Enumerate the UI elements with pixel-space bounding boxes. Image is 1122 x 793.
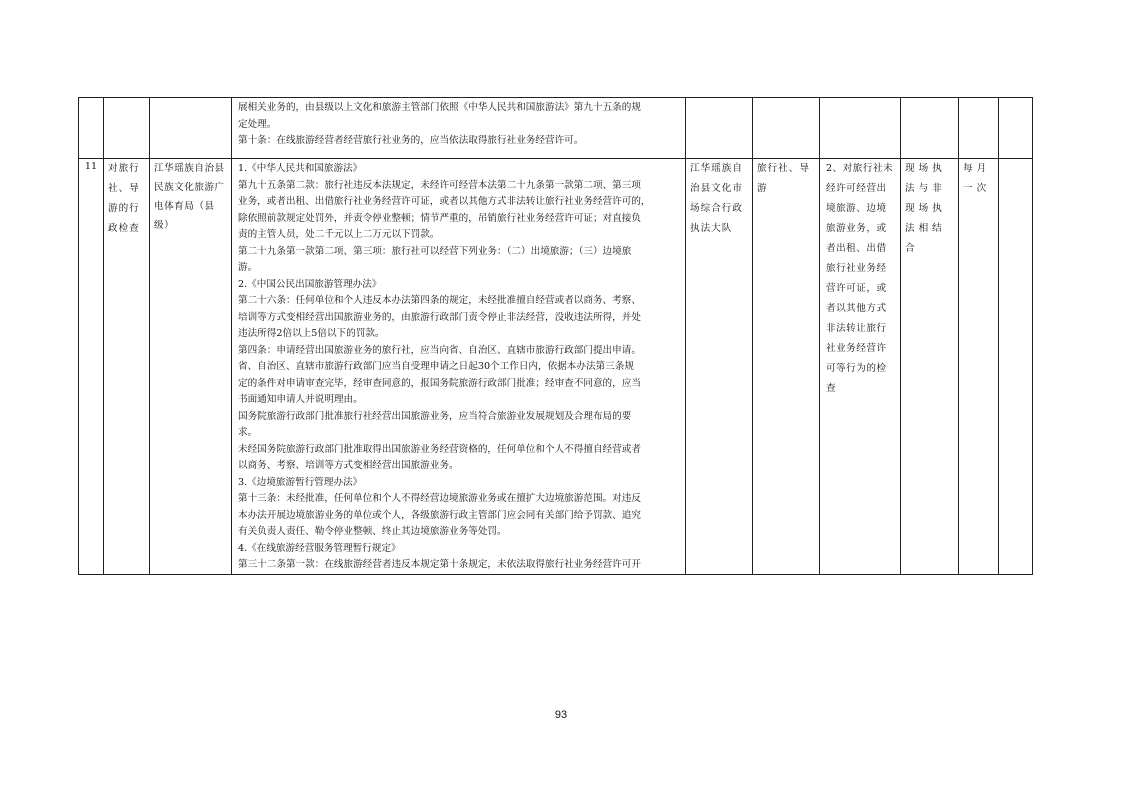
table-row-11 xyxy=(79,159,1033,575)
legal-line: 书面通知申请人并说明理由。 xyxy=(238,394,363,405)
index-cell-empty xyxy=(79,98,104,159)
legal-line: 第四条：申请经营出国旅游业务的旅行社，应当向省、自治区、直辖市旅游行政部门提出申请。 xyxy=(238,344,641,356)
legal-line: 定的条件对申请审查完毕，经审查同意的，报国务院旅游行政部门批准；经审查不同意的，应当 xyxy=(238,377,641,389)
method-cell-empty xyxy=(901,98,959,159)
agency-cell: 江华瑶族自治县民族文化旅游广电体育局（县级） xyxy=(154,163,225,231)
remark-cell-empty xyxy=(999,98,1033,159)
legal-line: 游。 xyxy=(238,262,258,273)
target-cell-empty xyxy=(753,98,820,159)
legal-line: 第二十六条：任何单位和个人违反本办法第四条的规定，未经批准擅自经营或者以商务、考察、 xyxy=(238,295,641,306)
legal-line: 展相关业务的，由县级以上文化和旅游主管部门依照《中华人民共和国旅游法》第九十五条的规 xyxy=(238,102,641,113)
legal-line: 省、自治区、直辖市旅游行政部门应当自受理申请之日起30个工作日内，依据本办法第三条规 xyxy=(238,361,634,372)
legal-line: 第十条：在线旅游经营者经营旅行社业务的，应当依法取得旅行社业务经营许可。 xyxy=(238,135,584,146)
legal-line: 3.《边境旅游暂行管理办法》 xyxy=(238,476,363,488)
executor-cell-empty xyxy=(686,98,753,159)
inspection-content-cell: 2、对旅行社未经许可经营出境旅游、边境旅游业务，或者出租、出借旅行社业务经营许可证，或者以其他方式非法转让旅行社业务经营许可等行为的检查 xyxy=(826,163,894,394)
legal-basis-cell-continued xyxy=(232,98,686,159)
legal-line: 2.《中国公民出国旅游管理办法》 xyxy=(238,278,382,290)
legal-line: 培训等方式变相经营出国旅游业务的，由旅游行政部门责令停止非法经营，没收违法所得，并处 xyxy=(238,311,641,323)
legal-line: 本办法开展边境旅游业务的单位或个人，各级旅游行政主管部门应会同有关部门给予罚款、追究 xyxy=(238,509,641,521)
legal-line: 以商务、考察、培训等方式变相经营出国旅游业务。 xyxy=(238,460,459,471)
legal-line: 有关负责人责任、勒令停业整顿、终止其边境旅游业务等处罚。 xyxy=(238,526,507,537)
legal-line: 1.《中华人民共和国旅游法》 xyxy=(238,163,363,174)
item-cell-empty xyxy=(104,98,150,159)
content-cell-empty xyxy=(820,98,901,159)
table-row-continued xyxy=(79,98,1033,159)
legal-line: 责的主管人员，处二千元以上二万元以下罚款。 xyxy=(238,229,440,240)
legal-basis-cell xyxy=(232,159,686,575)
legal-line: 国务院旅游行政部门批准旅行社经营出国旅游业务，应当符合旅游业发展规划及合理布局的要 xyxy=(238,410,632,422)
legal-line: 4.《在线旅游经营服务管理暂行规定》 xyxy=(238,542,401,554)
legal-line: 第三十二条第一款：在线旅游经营者违反本规定第十条规定，未依法取得旅行社业务经营许可开 xyxy=(238,559,641,570)
target-cell: 旅行社、导游 xyxy=(757,163,810,194)
legal-line: 未经国务院旅游行政部门批准取得出国旅游业务经营资格的，任何单位和个人不得擅自经营或者 xyxy=(238,443,641,455)
index-cell: 11 xyxy=(79,159,104,575)
legal-line: 第九十五条第二款：旅行社违反本法规定，未经许可经营本法第二十九条第一款第二项、第三项 xyxy=(238,179,641,191)
frequency-cell: 每月一次 xyxy=(963,163,991,194)
page-number: 93 xyxy=(554,709,568,721)
remark-cell xyxy=(999,159,1033,575)
legal-line: 业务，或者出租、出借旅行社业务经营许可证，或者以其他方式非法转让旅行社业务经营许可的， xyxy=(238,196,651,207)
legal-line: 除依照前款规定处罚外，并责令停业整顿；情节严重的，吊销旅行社业务经营许可证；对直接负 xyxy=(238,212,641,224)
agency-cell-empty xyxy=(150,98,232,159)
legal-line: 第二十九条第一款第二项、第三项：旅行社可以经营下列业务：（二）出境旅游；（三）边境旅 xyxy=(238,245,632,257)
item-cell: 对旅行社、导游的行政检查 xyxy=(108,163,140,234)
frequency-cell-empty xyxy=(959,98,999,159)
method-cell: 现场执法与非现场执法相结合 xyxy=(905,163,946,254)
legal-line: 求。 xyxy=(238,427,258,438)
legal-line: 违法所得2倍以上5倍以下的罚款。 xyxy=(238,328,385,339)
executor-cell: 江华瑶族自治县文化市场综合行政执法大队 xyxy=(690,163,743,234)
legal-line: 定处理。 xyxy=(238,118,277,130)
inspection-table xyxy=(78,97,1033,575)
legal-line: 第十三条：未经批准，任何单位和个人不得经营边境旅游业务或在擅扩大边境旅游范围。对违反 xyxy=(238,493,641,504)
